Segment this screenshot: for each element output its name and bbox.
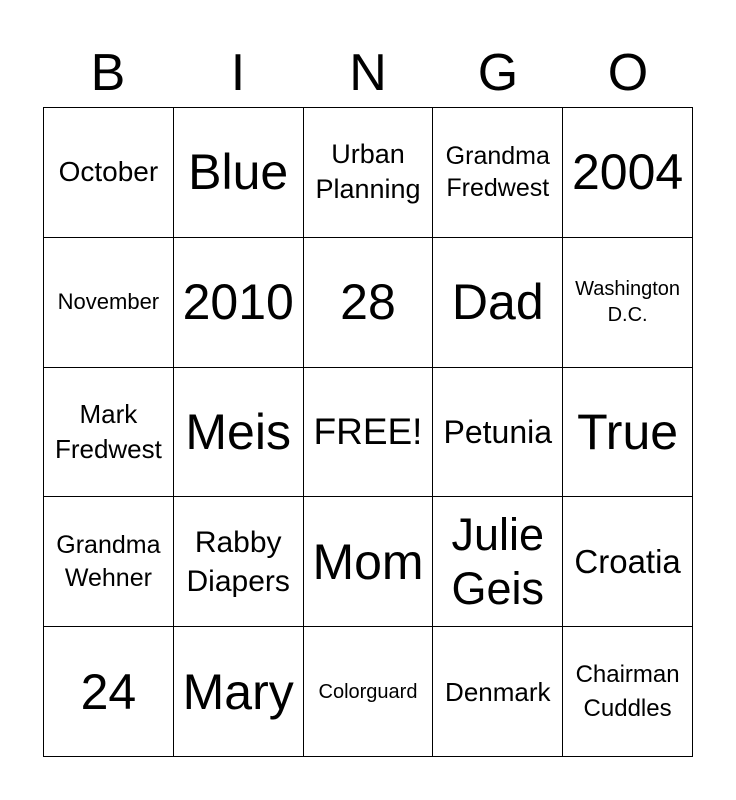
bingo-cell-label: Grandma Wehner — [56, 531, 161, 592]
bingo-cell-label: Dad — [451, 274, 544, 331]
bingo-cell-o-5[interactable] — [563, 627, 693, 757]
bingo-cell-b-3[interactable] — [44, 368, 174, 498]
bingo-cell-label: 2004 — [571, 144, 684, 201]
bingo-cell-n-3[interactable] — [304, 368, 434, 498]
bingo-cell-label: Julie Geis — [451, 508, 545, 614]
bingo-cell-b-5[interactable] — [44, 627, 174, 757]
bingo-cell-o-1[interactable] — [563, 108, 693, 238]
bingo-cell-label: FREE! — [313, 411, 423, 453]
bingo-cell-label: Blue — [188, 144, 289, 201]
bingo-cell-label: Grandma Fredwest — [445, 141, 550, 203]
bingo-cell-g-3[interactable] — [433, 368, 563, 498]
bingo-cell-label: Rabby Diapers — [186, 525, 290, 598]
header-letter-g: G — [477, 44, 519, 102]
header-letter-b: B — [90, 44, 126, 102]
bingo-cell-g-4[interactable] — [433, 497, 563, 627]
bingo-cell-label: 2010 — [182, 274, 294, 331]
bingo-header — [43, 40, 693, 106]
bingo-cell-i-5[interactable] — [174, 627, 304, 757]
bingo-cell-label: Urban Planning — [315, 139, 421, 205]
bingo-cell-label: Mark Fredwest — [54, 398, 162, 464]
bingo-cell-b-1[interactable] — [44, 108, 174, 238]
bingo-cell-n-5[interactable] — [304, 627, 434, 757]
bingo-cell-label: Chairman Cuddles — [575, 661, 680, 722]
header-letter-i: I — [230, 44, 246, 102]
bingo-cell-i-3[interactable] — [174, 368, 304, 498]
bingo-cell-label: Colorguard — [318, 680, 418, 703]
bingo-cell-g-2[interactable] — [433, 238, 563, 368]
header-letter-n: N — [349, 44, 387, 102]
bingo-cell-n-4[interactable] — [304, 497, 434, 627]
bingo-cell-label: 28 — [340, 274, 396, 331]
bingo-cell-label: Petunia — [443, 413, 553, 450]
bingo-cell-o-3[interactable] — [563, 368, 693, 498]
bingo-board — [43, 107, 693, 757]
bingo-cell-label: Croatia — [574, 543, 681, 581]
bingo-cell-i-2[interactable] — [174, 238, 304, 368]
bingo-cell-label: Mary — [182, 663, 294, 720]
bingo-cell-label: Denmark — [445, 676, 551, 707]
header-letter-o: O — [607, 44, 649, 102]
bingo-cell-i-4[interactable] — [174, 497, 304, 627]
bingo-cell-label: 24 — [80, 663, 137, 720]
bingo-cell-label: Mom — [312, 533, 424, 590]
bingo-cell-label: Washington D.C. — [575, 278, 681, 327]
bingo-cell-b-2[interactable] — [44, 238, 174, 368]
bingo-cell-o-2[interactable] — [563, 238, 693, 368]
bingo-cell-o-4[interactable] — [563, 497, 693, 627]
bingo-cell-label: Meis — [185, 403, 291, 460]
bingo-cell-i-1[interactable] — [174, 108, 304, 238]
bingo-cell-n-2[interactable] — [304, 238, 434, 368]
bingo-cell-label: True — [577, 403, 679, 460]
bingo-cell-g-5[interactable] — [433, 627, 563, 757]
bingo-cell-b-4[interactable] — [44, 497, 174, 627]
bingo-cell-n-1[interactable] — [304, 108, 434, 238]
bingo-cell-label: October — [58, 156, 159, 187]
bingo-cell-label: November — [57, 289, 160, 315]
bingo-cell-g-1[interactable] — [433, 108, 563, 238]
